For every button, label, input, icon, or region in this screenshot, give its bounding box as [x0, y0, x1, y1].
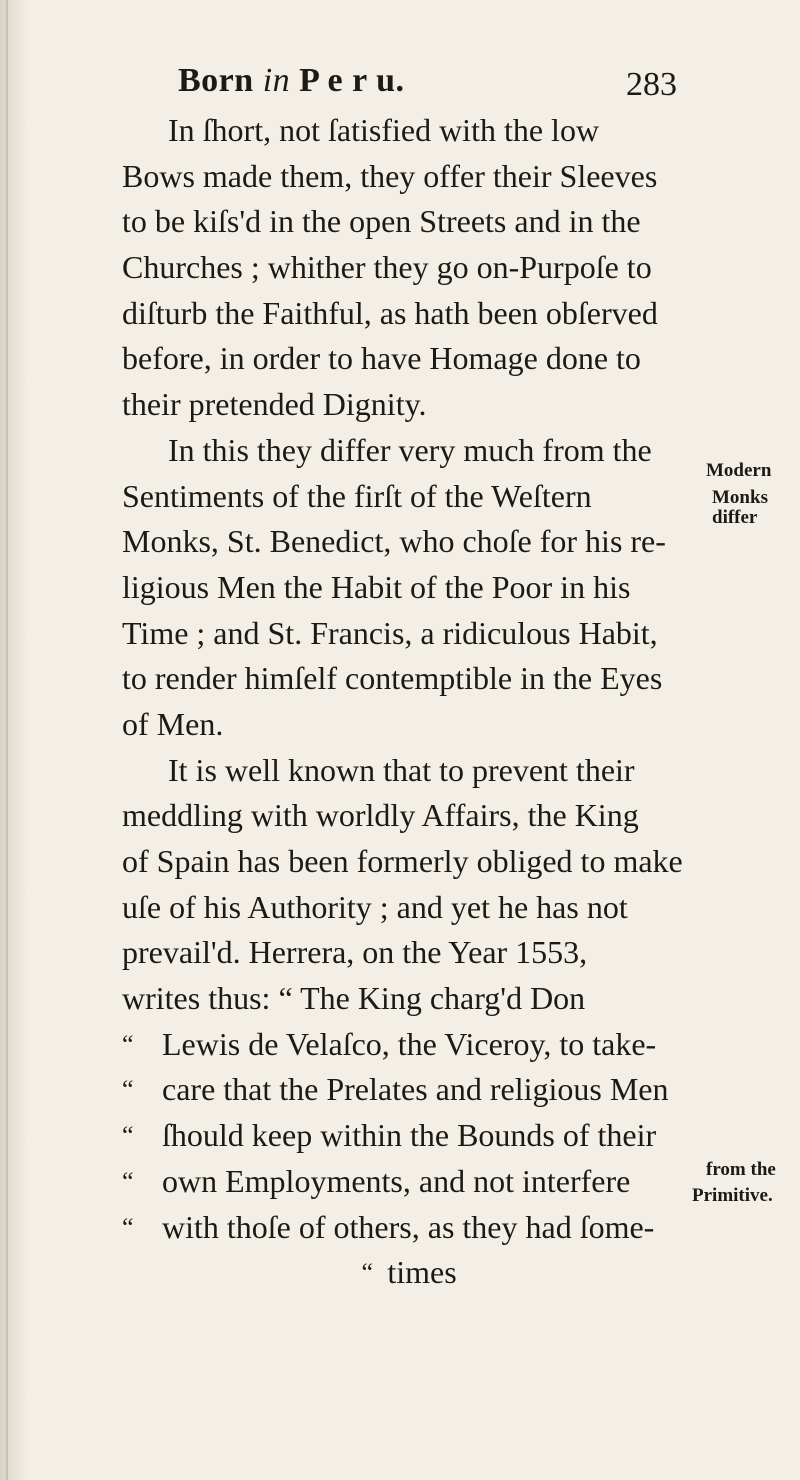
- quote-mark: “: [122, 1029, 134, 1059]
- quoted-line: [122, 1205, 655, 1251]
- text-line: before, in order to have Homage done to: [122, 340, 641, 377]
- text-line: their pretended Dignity.: [122, 386, 427, 423]
- margin-note-monks: Monks: [712, 487, 768, 508]
- body-text: [122, 108, 683, 1296]
- text-line: Churches ; whither they go on-Purpoſe to: [122, 249, 652, 286]
- text-line: to be kiſs'd in the open Streets and in the: [122, 203, 641, 240]
- text-line: Time ; and St. Francis, a ridiculous Habit,: [122, 614, 658, 651]
- page-number: 283: [626, 66, 677, 103]
- text-line: writes thus: “ The King charg'd Don: [122, 980, 586, 1017]
- text-line: of Spain has been formerly obliged to make: [122, 843, 683, 879]
- page-gutter-shadow: [0, 0, 28, 1480]
- catchword: times: [387, 1254, 457, 1291]
- text-line: Bows made them, they offer their Sleeves: [122, 157, 658, 194]
- text-line: diſturb the Faithful, as hath been obſerved: [122, 294, 658, 331]
- quote-mark: “: [361, 1258, 374, 1288]
- quoted-line-text: with thoſe of others, as they had ſome-: [162, 1208, 655, 1245]
- quote-mark: “: [122, 1212, 134, 1242]
- text-line: of Men.: [122, 705, 224, 742]
- quoted-line-text: own Employments, and not interfere: [162, 1162, 631, 1199]
- running-head-born: Born: [178, 62, 263, 99]
- quote-mark: “: [122, 1075, 134, 1105]
- running-head: [178, 62, 405, 100]
- text-line: Sentiments of the firſt of the Weſtern: [122, 477, 592, 514]
- running-head-in: in: [262, 62, 291, 99]
- text-line: to render himſelf contemptible in the Eyes: [122, 660, 663, 697]
- quoted-line: [122, 1022, 657, 1068]
- text-line: prevail'd. Herrera, on the Year 1553,: [122, 934, 588, 971]
- quote-mark: “: [122, 1166, 134, 1196]
- margin-note-differ: differ: [712, 507, 758, 528]
- page-header: [178, 62, 677, 112]
- text-line: In this they differ very much from the: [168, 431, 652, 468]
- running-head-peru: P e r u.: [290, 62, 405, 99]
- margin-note-from-the: from the: [706, 1159, 776, 1180]
- quoted-line-text: ſhould keep within the Bounds of their: [162, 1117, 657, 1154]
- margin-note-primitive: Primitive.: [692, 1185, 773, 1206]
- quoted-line-text: Lewis de Velaſco, the Viceroy, to take-: [162, 1025, 657, 1062]
- page-edge: [6, 0, 8, 1480]
- text-line: ligious Men the Habit of the Poor in his: [122, 568, 631, 605]
- text-line: uſe of his Authority ; and yet he has not: [122, 888, 628, 925]
- text-line: Monks, St. Benedict, who choſe for his re-: [122, 523, 666, 560]
- quoted-line: [122, 1159, 631, 1205]
- text-line: meddling with worldly Affairs, the King: [122, 797, 639, 834]
- margin-note-modern: Modern: [706, 460, 772, 481]
- text-line: In ſhort, not ſatisfied with the low: [168, 112, 600, 148]
- quoted-line-text: care that the Prelates and religious Men: [162, 1071, 669, 1108]
- text-line: It is well known that to prevent their: [168, 751, 635, 788]
- quote-mark: “: [122, 1121, 134, 1151]
- catchword-line: [122, 1250, 622, 1296]
- quoted-line: [122, 1067, 669, 1113]
- quoted-line: [122, 1113, 657, 1159]
